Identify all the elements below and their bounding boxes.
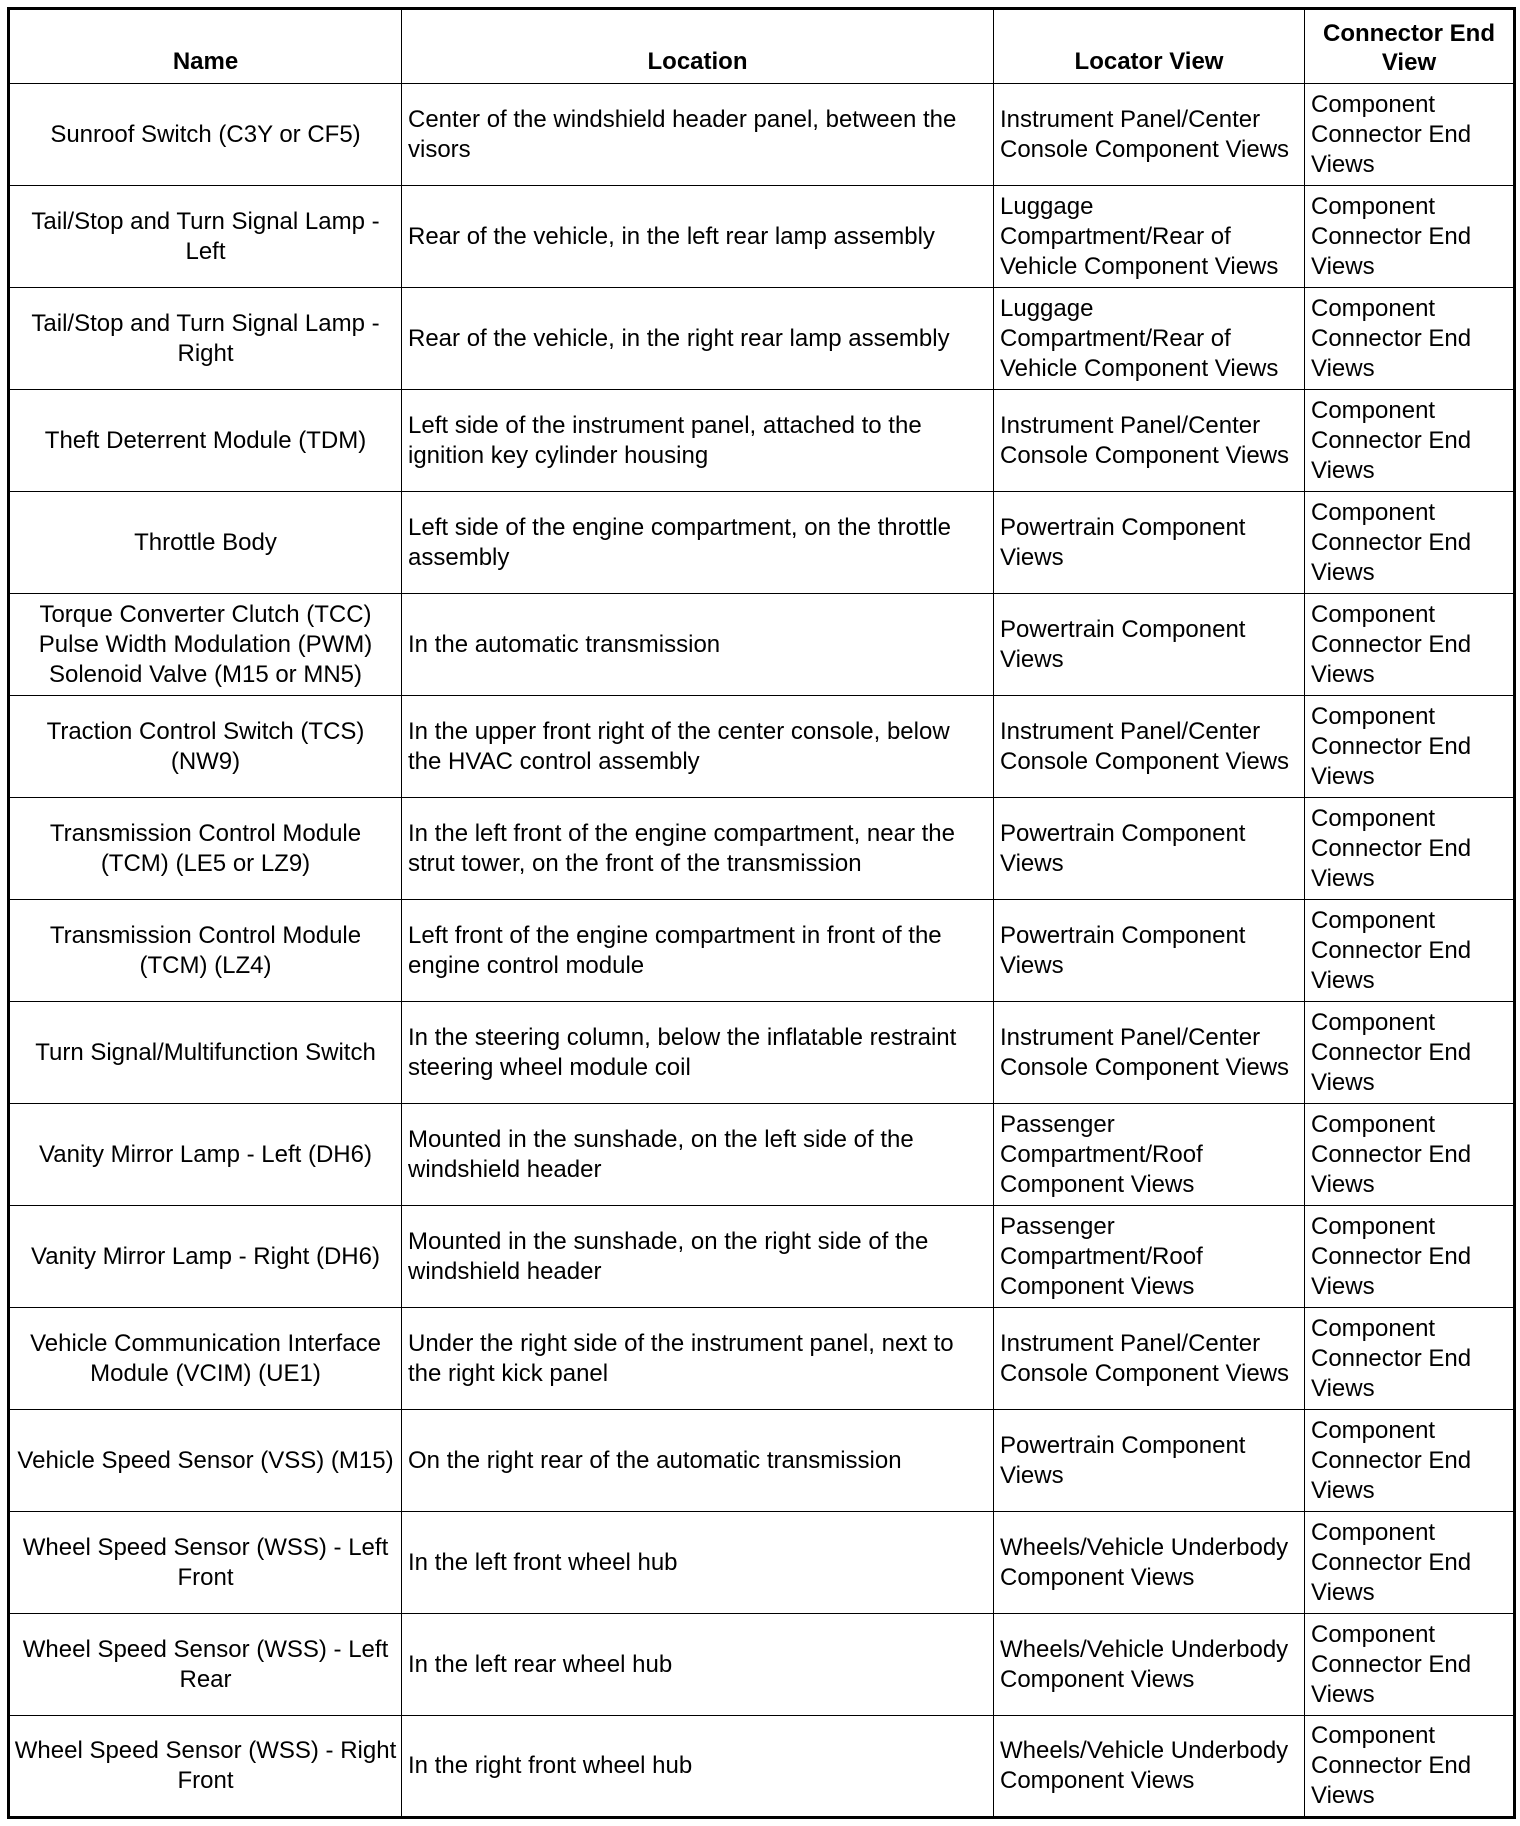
- cell-locator-view: Wheels/Vehicle Underbody Component Views: [994, 1512, 1305, 1614]
- table-body: [9, 84, 1515, 1818]
- table-row: [9, 390, 1515, 492]
- header-row: [9, 9, 1515, 84]
- cell-location: In the right front wheel hub: [402, 1716, 994, 1818]
- cell-locator-view: Powertrain Component Views: [994, 900, 1305, 1002]
- cell-name: Tail/Stop and Turn Signal Lamp - Right: [9, 288, 402, 390]
- cell-location: In the automatic transmission: [402, 594, 994, 696]
- cell-name: Vehicle Speed Sensor (VSS) (M15): [9, 1410, 402, 1512]
- header-connector-end-view: Connector End View: [1305, 9, 1515, 84]
- cell-connector-end-view: Component Connector End Views: [1305, 1614, 1515, 1716]
- cell-locator-view: Luggage Compartment/Rear of Vehicle Component Views: [994, 186, 1305, 288]
- cell-location: Left front of the engine compartment in front of the engine control module: [402, 900, 994, 1002]
- cell-locator-view: Instrument Panel/Center Console Component Views: [994, 390, 1305, 492]
- cell-location: In the left front wheel hub: [402, 1512, 994, 1614]
- cell-location: Left side of the engine compartment, on the throttle assembly: [402, 492, 994, 594]
- cell-connector-end-view: Component Connector End Views: [1305, 1410, 1515, 1512]
- cell-connector-end-view: Component Connector End Views: [1305, 900, 1515, 1002]
- cell-name: Turn Signal/Multifunction Switch: [9, 1002, 402, 1104]
- cell-connector-end-view: Component Connector End Views: [1305, 594, 1515, 696]
- cell-connector-end-view: Component Connector End Views: [1305, 1104, 1515, 1206]
- cell-locator-view: Passenger Compartment/Roof Component Views: [994, 1206, 1305, 1308]
- cell-name: Torque Converter Clutch (TCC) Pulse Width Modulation (PWM) Solenoid Valve (M15 or MN5): [9, 594, 402, 696]
- cell-location: In the left rear wheel hub: [402, 1614, 994, 1716]
- table-row: [9, 1002, 1515, 1104]
- table-row: [9, 288, 1515, 390]
- cell-name: Wheel Speed Sensor (WSS) - Right Front: [9, 1716, 402, 1818]
- cell-location: Left side of the instrument panel, attached to the ignition key cylinder housing: [402, 390, 994, 492]
- cell-locator-view: Passenger Compartment/Roof Component Views: [994, 1104, 1305, 1206]
- cell-name: Vanity Mirror Lamp - Right (DH6): [9, 1206, 402, 1308]
- cell-connector-end-view: Component Connector End Views: [1305, 1716, 1515, 1818]
- cell-name: Vehicle Communication Interface Module (VCIM) (UE1): [9, 1308, 402, 1410]
- table-row: [9, 1512, 1515, 1614]
- cell-name: Transmission Control Module (TCM) (LE5 or LZ9): [9, 798, 402, 900]
- cell-location: On the right rear of the automatic transmission: [402, 1410, 994, 1512]
- cell-name: Sunroof Switch (C3Y or CF5): [9, 84, 402, 186]
- cell-connector-end-view: Component Connector End Views: [1305, 1512, 1515, 1614]
- cell-location: In the upper front right of the center console, below the HVAC control assembly: [402, 696, 994, 798]
- cell-name: Transmission Control Module (TCM) (LZ4): [9, 900, 402, 1002]
- cell-locator-view: Powertrain Component Views: [994, 1410, 1305, 1512]
- cell-connector-end-view: Component Connector End Views: [1305, 492, 1515, 594]
- cell-connector-end-view: Component Connector End Views: [1305, 288, 1515, 390]
- cell-locator-view: Powertrain Component Views: [994, 798, 1305, 900]
- cell-locator-view: Powertrain Component Views: [994, 492, 1305, 594]
- cell-connector-end-view: Component Connector End Views: [1305, 696, 1515, 798]
- table-row: [9, 798, 1515, 900]
- cell-connector-end-view: Component Connector End Views: [1305, 1002, 1515, 1104]
- cell-locator-view: Wheels/Vehicle Underbody Component Views: [994, 1716, 1305, 1818]
- cell-locator-view: Powertrain Component Views: [994, 594, 1305, 696]
- cell-locator-view: Instrument Panel/Center Console Component Views: [994, 84, 1305, 186]
- cell-location: Center of the windshield header panel, between the visors: [402, 84, 994, 186]
- table-row: [9, 1614, 1515, 1716]
- component-locator-table: [7, 7, 1516, 1819]
- cell-name: Throttle Body: [9, 492, 402, 594]
- cell-connector-end-view: Component Connector End Views: [1305, 186, 1515, 288]
- cell-name: Vanity Mirror Lamp - Left (DH6): [9, 1104, 402, 1206]
- cell-location: Mounted in the sunshade, on the right side of the windshield header: [402, 1206, 994, 1308]
- cell-connector-end-view: Component Connector End Views: [1305, 84, 1515, 186]
- cell-connector-end-view: Component Connector End Views: [1305, 798, 1515, 900]
- cell-connector-end-view: Component Connector End Views: [1305, 1206, 1515, 1308]
- table-row: [9, 1206, 1515, 1308]
- cell-locator-view: Instrument Panel/Center Console Component Views: [994, 1308, 1305, 1410]
- cell-name: Wheel Speed Sensor (WSS) - Left Front: [9, 1512, 402, 1614]
- table-row: [9, 1104, 1515, 1206]
- table-row: [9, 492, 1515, 594]
- cell-name: Tail/Stop and Turn Signal Lamp - Left: [9, 186, 402, 288]
- cell-name: Theft Deterrent Module (TDM): [9, 390, 402, 492]
- cell-location: Rear of the vehicle, in the right rear lamp assembly: [402, 288, 994, 390]
- cell-name: Traction Control Switch (TCS) (NW9): [9, 696, 402, 798]
- cell-location: Mounted in the sunshade, on the left side of the windshield header: [402, 1104, 994, 1206]
- cell-location: Under the right side of the instrument panel, next to the right kick panel: [402, 1308, 994, 1410]
- table-row: [9, 186, 1515, 288]
- cell-locator-view: Wheels/Vehicle Underbody Component Views: [994, 1614, 1305, 1716]
- cell-location: In the left front of the engine compartment, near the strut tower, on the front of the transmission: [402, 798, 994, 900]
- cell-location: In the steering column, below the inflatable restraint steering wheel module coil: [402, 1002, 994, 1104]
- table-row: [9, 1308, 1515, 1410]
- header-location: Location: [402, 9, 994, 84]
- cell-name: Wheel Speed Sensor (WSS) - Left Rear: [9, 1614, 402, 1716]
- table-row: [9, 696, 1515, 798]
- header-locator-view: Locator View: [994, 9, 1305, 84]
- table-row: [9, 1716, 1515, 1818]
- table-row: [9, 1410, 1515, 1512]
- cell-locator-view: Instrument Panel/Center Console Component Views: [994, 1002, 1305, 1104]
- table-row: [9, 594, 1515, 696]
- cell-connector-end-view: Component Connector End Views: [1305, 1308, 1515, 1410]
- table-header: [9, 9, 1515, 84]
- cell-location: Rear of the vehicle, in the left rear lamp assembly: [402, 186, 994, 288]
- cell-connector-end-view: Component Connector End Views: [1305, 390, 1515, 492]
- cell-locator-view: Instrument Panel/Center Console Component Views: [994, 696, 1305, 798]
- table-row: [9, 84, 1515, 186]
- header-name: Name: [9, 9, 402, 84]
- table-row: [9, 900, 1515, 1002]
- cell-locator-view: Luggage Compartment/Rear of Vehicle Component Views: [994, 288, 1305, 390]
